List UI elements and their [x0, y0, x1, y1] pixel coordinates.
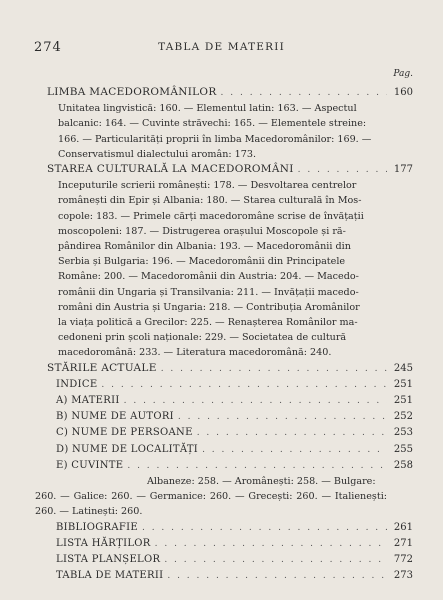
leader-dots [221, 86, 387, 101]
leader-dots [127, 459, 387, 474]
section-description [47, 101, 413, 162]
toc-entry-label: B) NUME DE AUTORI [56, 411, 174, 423]
toc-entry-page: 245 [393, 362, 413, 374]
section-description [47, 178, 413, 360]
desc-line: români din Austria și Ungaria: 218. — Contribuția Aromânilor [58, 301, 360, 313]
toc-entry-autori[interactable] [47, 409, 413, 425]
toc-entry-starea[interactable] [47, 162, 413, 178]
toc-entry-localitati[interactable] [47, 442, 413, 458]
desc-line: 260. — Galice: 260. — Germanice: 260. — Grecești: 260. — Italienești: 260. — Latinești: 260. [35, 491, 387, 518]
toc-entry-label: BIBLIOGRAFIE [56, 521, 138, 533]
leader-dots [167, 569, 387, 584]
toc-entry-planse[interactable] [47, 552, 413, 568]
desc-line: Serbia și Bulgaria: 196. — Macedoromânii din Principatele [58, 256, 346, 268]
toc-entry-cuvinte[interactable] [47, 458, 413, 474]
toc-entry-persoane[interactable] [47, 425, 413, 441]
leader-dots [101, 378, 387, 393]
leader-dots [142, 521, 387, 536]
toc-entry-page: 251 [393, 378, 413, 390]
toc-entry-page: 253 [393, 427, 413, 439]
toc-entry-label: LISTA PLANȘELOR [56, 554, 161, 566]
desc-line: Conservatismul dialectului aromân: 173. [58, 148, 257, 160]
leader-dots [124, 394, 387, 409]
table-of-contents [35, 85, 413, 585]
toc-entry-label: LISTA HĂRȚILOR [56, 537, 151, 549]
toc-entry-label: C) NUME DE PERSOANE [56, 427, 193, 439]
toc-entry-page: 252 [393, 411, 413, 423]
desc-line: Unitatea lingvistică: 160. — Elementul latin: 163. — Aspectul [58, 103, 357, 115]
toc-entry-page: 160 [393, 87, 413, 98]
pag-column-label: Pag. [393, 69, 413, 79]
leader-dots [298, 163, 387, 178]
page-header [0, 40, 443, 60]
leader-dots [202, 443, 387, 458]
desc-line: Române: 200. — Macedoromânii din Austria: 204. — Macedo- [58, 271, 359, 283]
desc-line: pândirea Românilor din Albania: 193. — Macedoromânii din [58, 241, 351, 253]
cuvinte-description [35, 474, 413, 520]
toc-entry-harti[interactable] [47, 536, 413, 552]
leader-dots [197, 426, 387, 441]
leader-dots [161, 362, 387, 377]
desc-line: copole: 183. — Primele cărți macedoromâne scrise de învățații [58, 210, 364, 222]
running-title: TABLA DE MATERII [158, 41, 285, 53]
toc-entry-tabla[interactable] [47, 568, 413, 584]
leader-dots [155, 537, 387, 552]
toc-entry-label: D) NUME DE LOCALITĂȚI [56, 443, 199, 455]
toc-entry-page: 772 [393, 554, 413, 566]
toc-entry-page: 273 [393, 570, 413, 582]
leader-dots [178, 410, 387, 425]
toc-entry-page: 258 [393, 459, 413, 471]
page-number: 274 [34, 40, 62, 55]
desc-line: românești din Epir și Albania: 180. — Starea culturală în Mos- [58, 195, 362, 207]
desc-line: moscopoleni: 187. — Distrugerea orașului Moscopole și ră- [58, 225, 346, 237]
toc-entry-page: 271 [393, 537, 413, 549]
desc-line: macedoromână: 233. — Literatura macedoromână: 240. [58, 347, 332, 359]
toc-entry-page: 261 [393, 521, 413, 533]
toc-entry-label: TABLA DE MATERII [56, 570, 164, 582]
toc-entry-label: A) MATERII [56, 395, 120, 407]
toc-entry-page: 177 [393, 164, 413, 176]
desc-line: cedoneni prin școli naționale: 229. — Societatea de cultură [58, 332, 347, 344]
desc-line: Inceputurile scrierii românești: 178. — Desvoltarea centrelor [58, 180, 357, 192]
toc-entry-starile[interactable] [47, 361, 413, 377]
toc-entry-label: STAREA CULTURALĂ LA MACEDOROMÂNI [47, 163, 294, 176]
desc-line: la viața politică a Grecilor: 225. — Renașterea Românilor ma- [58, 317, 358, 329]
toc-entry-bibliografie[interactable] [47, 520, 413, 536]
toc-entry-label: STĂRILE ACTUALE [47, 361, 157, 374]
desc-line: Albaneze: 258. — Aromânești: 258. — Bulgare: [147, 476, 376, 488]
desc-line: 166. — Particularități proprii în limba Macedoromânilor: 169. — [58, 133, 372, 145]
desc-line: românii din Ungaria și Transilvania: 211. — Invățații macedo- [58, 286, 359, 298]
toc-entry-page: 251 [393, 395, 413, 407]
leader-dots [164, 553, 387, 568]
toc-entry-label: LIMBA MACEDOROMÂNILOR [47, 86, 217, 98]
toc-entry-limba[interactable] [47, 85, 413, 101]
desc-line: balcanic: 164. — Cuvinte străvechi: 165. — Elementele streine: [58, 118, 367, 130]
toc-entry-label: INDICE [56, 378, 98, 390]
toc-entry-indice[interactable] [47, 377, 413, 393]
toc-entry-materii[interactable] [47, 393, 413, 409]
toc-entry-page: 255 [393, 443, 413, 455]
toc-entry-label: E) CUVINTE [56, 459, 124, 471]
